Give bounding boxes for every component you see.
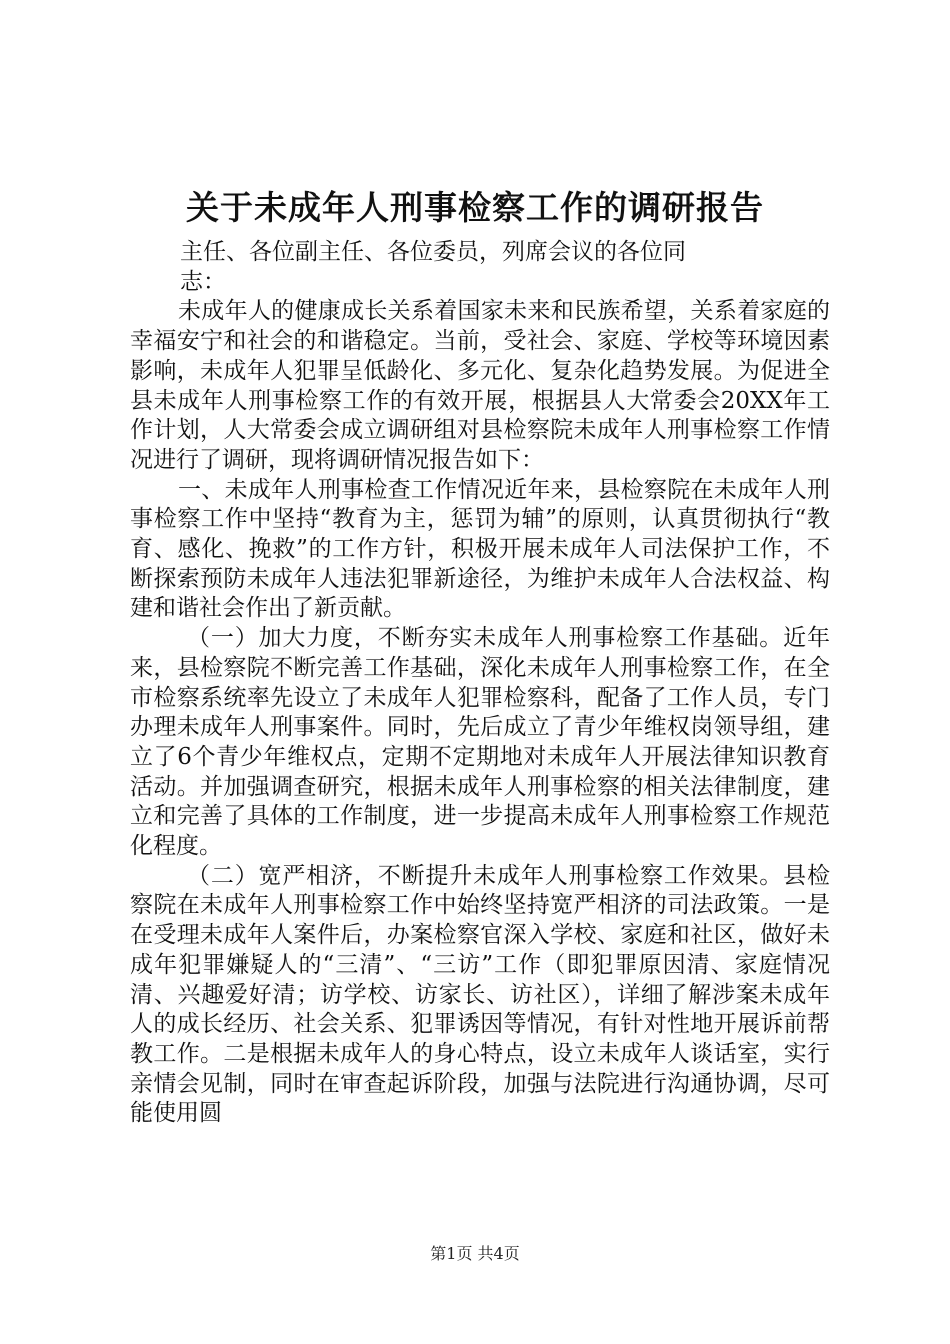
salutation: 主任、各位副主任、各位委员，列席会议的各位同志： xyxy=(180,239,686,295)
paragraph-subsection-1: （一）加大力度，不断夯实未成年人刑事检察工作基础。近年来，县检察院不断完善工作基础，深化未成年人刑事检察工作，在全市检察系统率先设立了未成年人犯罪检察科，配备了工作人员，专门办理未成年人刑事案件。同时，先后成立了青少年维权岗领导组，建立了6个青少年维权点，定期不定期地对未成年人开展法律知识教育活动。并加强调查研究，根据未成年人刑事检察的相关法律制度，建立和完善了具体的工作制度，进一步提高未成年人刑事检察工作规范化程度。 xyxy=(130,625,830,860)
document-title: 关于未成年人刑事检察工作的调研报告 xyxy=(186,188,764,227)
paragraph-subsection-2: （二）宽严相济，不断提升未成年人刑事检察工作效果。县检察院在未成年人刑事检察工作中始终坚持宽严相济的司法政策。一是在受理未成年人案件后，办案检察官深入学校、家庭和社区，做好未成年犯罪嫌疑人的“三清”、“三访”工作（即犯罪原因清、家庭情况清、兴趣爱好清；访学校、访家长、访社区），详细了解涉案未成年人的成长经历、社会关系、犯罪诱因等情况，有针对性地开展诉前帮教工作。二是根据未成年人的身心特点，设立未成年人谈话室，实行亲情会见制，同时在审查起诉阶段，加强与法院进行沟通协调，尽可能使用圆 xyxy=(130,862,830,1127)
page-number-footer: 第1页 共4页 xyxy=(430,1244,520,1263)
paragraph-intro: 未成年人的健康成长关系着国家未来和民族希望，关系着家庭的幸福安宁和社会的和谐稳定。当前，受社会、家庭、学校等环境因素影响，未成年人犯罪呈低龄化、多元化、复杂化趋势发展。为促进全县未成年人刑事检察工作的有效开展，根据县人大常委会20XX年工作计划，人大常委会成立调研组对县检察院未成年人刑事检察工作情况进行了调研，现将调研情况报告如下： xyxy=(130,298,830,473)
paragraph-section-1: 一、未成年人刑事检查工作情况近年来，县检察院在未成年人刑事检察工作中坚持“教育为主，惩罚为辅”的原则，认真贯彻执行“教育、感化、挽救”的工作方针，积极开展未成年人司法保护工作，不断探索预防未成年人违法犯罪新途径，为维护未成年人合法权益、构建和谐社会作出了新贡献。 xyxy=(130,476,830,622)
document-body xyxy=(130,238,830,1129)
